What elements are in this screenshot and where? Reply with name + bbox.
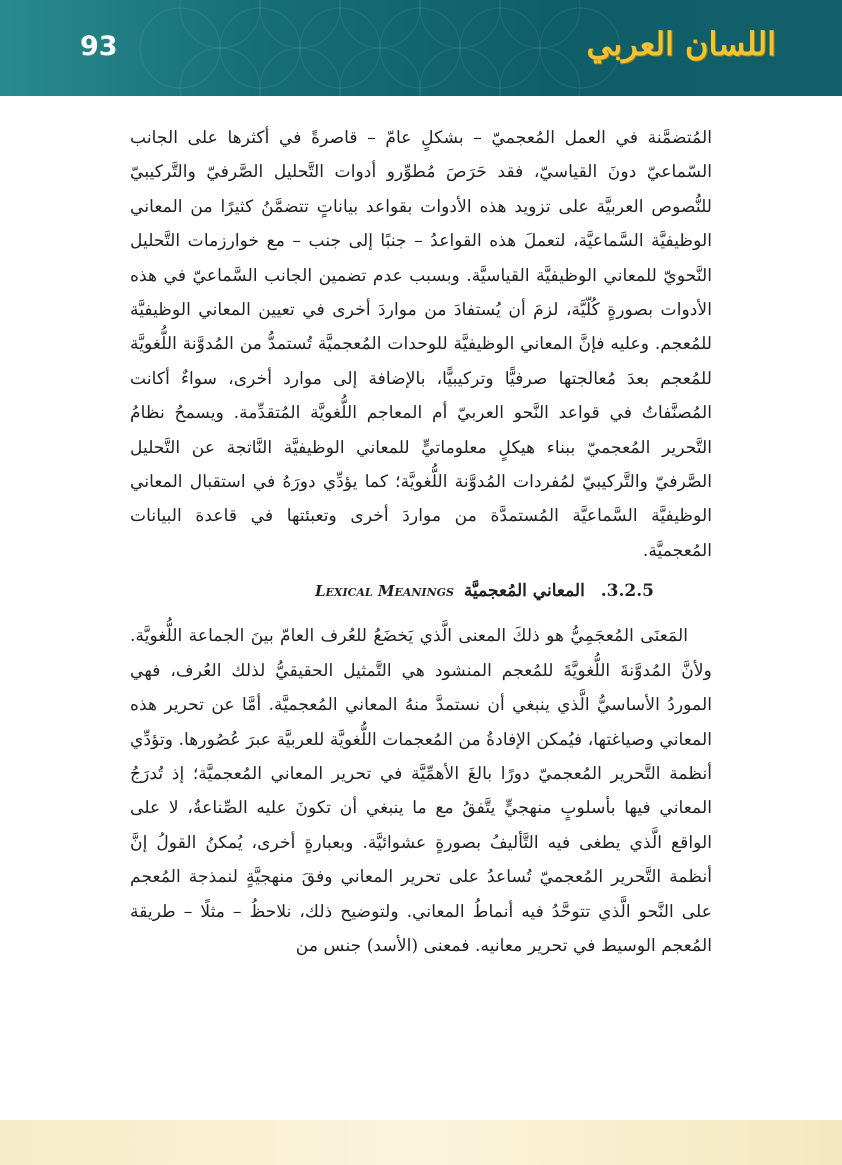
section-number: 3.2.5. [600, 581, 654, 602]
section-title-english: Lexical Meanings [315, 582, 454, 601]
section-title-arabic: المعاني المُعجميَّة [463, 581, 585, 602]
journal-logo: اللسان العربي [586, 25, 776, 63]
section-heading [130, 574, 712, 608]
body-paragraph-2: المَعنَى المُعجَمِيُّ هو ذلكَ المعنى الَّذي يَخضَعُ للعُرف العامّ بينَ الجماعة اللُّغويَّة. ولأنَّ المُدوَّنةَ اللُّغويَّةَ للمُعجم المنشود هي التَّمثيل الحقيقيُّ لذلك العُرف، فهي الموردُ الأساسيُّ الَّذي ينبغي أن نستمدَّ منهُ المعاني المُعجميَّة. أمَّا عن تحرير هذه المعاني وصياغتها، فيُمكن الإفادةُ من المُعجمات اللُّغويَّة للعربيَّة عبرَ عُصُورها. وتؤدِّي أنظمة التَّحرير المُعجميّ دورًا بالغَ الأهمِّيَّة في تحرير المعاني المُعجميَّة؛ إذ تُدرَجُ المعاني فيها بأسلوبٍ منهجيٍّ يتَّفقُ مع ما ينبغي أن تكونَ عليه الصِّناعةُ، لا على الواقع الَّذي يطغى فيه التَّأليفُ بصورةٍ عشوائيَّة. وبعبارةٍ أخرى، يُمكنُ القولُ إنَّ أنظمة التَّحرير المُعجميّ تُساعدُ على تحرير المعاني وفقَ منهجيَّةٍ لنمذجة المُعجم على النَّحو الَّذي تتوحَّدُ فيه أنماطُ المعاني. ولتوضيح ذلك، نلاحظُ – مثلًا – طريقة المُعجم الوسيط في تحرير معانيه. فمعنى (الأسد) جنس من [130, 626, 712, 956]
page-content [130, 121, 712, 963]
page-footer-band [0, 1120, 842, 1165]
page-header [0, 0, 842, 96]
body-paragraph-1: المُتضمَّنة في العمل المُعجميّ – بشكلٍ عامّ – قاصرةً في أكثرها على الجانب السّماعيّ دونَ القياسيّ، فقد حَرَصَ مُطوِّرو أدوات التَّحليل الصَّرفيّ والتَّركيبيّ للنُّصوص العربيَّة على تزويد هذه الأدوات بقواعد بياناتٍ تتضمَّنُ كثيرًا من المعاني الوظيفيَّة السَّماعيَّة، لتعملَ هذه القواعدُ – جنبًا إلى جنب – مع خوارزمات التَّحليل النَّحويّ للمعاني الوظيفيَّة القياسيَّة. وبسبب عدم تضمين الجانب السَّماعيّ في هذه الأدوات بصورةٍ كُلّيَّة، لزمَ أن يُستفادَ من مواردَ أخرى في تعيين المعاني الوظيفيَّة للمُعجم. وعليه فإنَّ المعاني الوظيفيَّة للوحدات المُعجميَّة تُستمدُّ من المُدوَّنة اللُّغويَّة للمُعجم بعدَ مُعالجتها صرفيًّا وتركيبيًّا، بالإضافة إلى موارد أخرى، سواءٌ أكانت المُصنَّفاتُ في قواعد النَّحو العربيّ أم المعاجم اللُّغويَّة المُتقدِّمة. ويسمحُ نظامُ التَّحرير المُعجميّ ببناء هيكلٍ معلوماتيٍّ للمعاني الوظيفيَّة النَّاتجة عن التَّحليل الصَّرفيّ والتَّركيبيّ لمُفردات المُدوَّنة اللُّغويَّة؛ كما يؤدِّي دورَهُ في استقبال المعاني الوظيفيَّة السَّماعيَّة المُستمدَّة من مواردَ أخرى وتعبئتها في قاعدة البيانات المُعجميَّة. [130, 128, 712, 561]
page-number: 93 [80, 31, 118, 62]
